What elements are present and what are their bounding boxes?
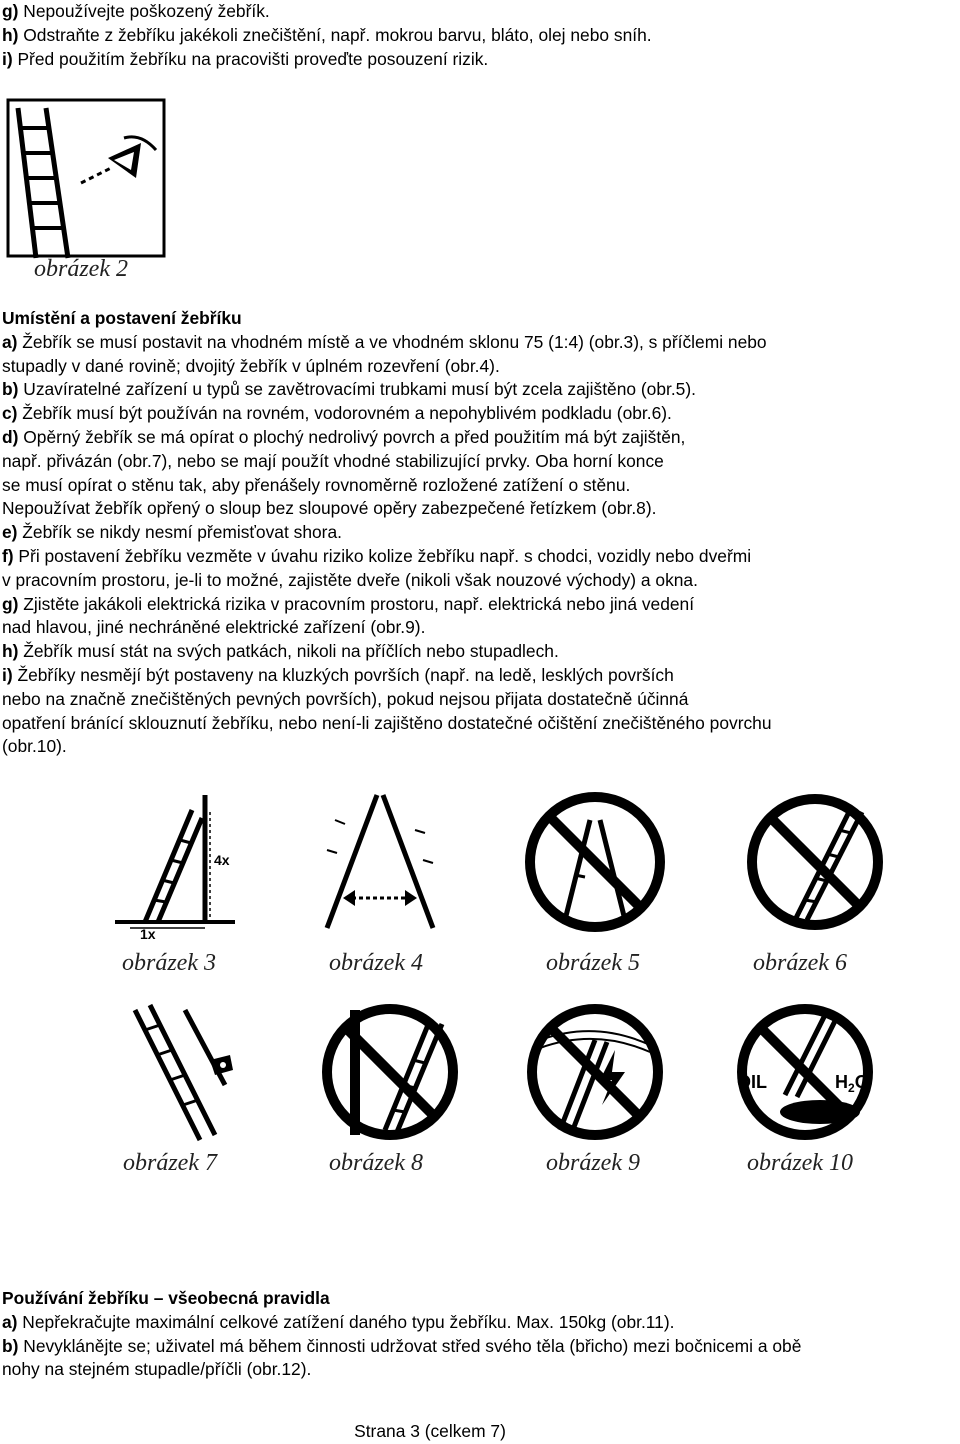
item-text: Nepřekračujte maximální celkové zatížení daného typu žebříku. Max. 150kg (obr.11). <box>17 1311 675 1332</box>
base-ratio-label: 1x <box>140 926 156 940</box>
item-text: Nepoužívejte poškozený žebřík. <box>18 1 270 21</box>
section-placement <box>2 307 957 759</box>
item-key: g) <box>2 1 19 21</box>
item-text: Žebřík se nikdy nesmí přemisťovat shora. <box>17 522 342 543</box>
figure-7 <box>115 1000 265 1176</box>
page-footer: Strana 3 (celkem 7) <box>354 1421 506 1441</box>
figure-7-caption: obrázek 7 <box>123 1150 217 1176</box>
figure-6-caption: obrázek 6 <box>753 950 847 976</box>
figure-4-caption: obrázek 4 <box>329 950 423 976</box>
item-key: i) <box>2 48 13 69</box>
figure-8 <box>315 1000 465 1176</box>
figure-6 <box>745 790 885 976</box>
list-item <box>2 426 957 450</box>
item-text: opatření bránící sklouznutí žebříku, nebo není-li zajištěno dostatečné očištění znečištěného povrchu <box>2 712 772 733</box>
figure-8-drawing <box>315 1000 465 1150</box>
figure-2 <box>6 98 166 282</box>
list-item <box>2 569 957 593</box>
list-item <box>2 1311 957 1335</box>
list-item <box>2 664 957 688</box>
list-item <box>2 497 957 521</box>
figure-9-caption: obrázek 9 <box>546 1150 640 1176</box>
item-text: (obr.10). <box>2 736 67 757</box>
figure-10 <box>725 1000 885 1176</box>
item-text: Odstraňte z žebříku jakékoli znečištění, např. mokrou barvu, bláto, olej nebo sníh. <box>18 24 652 45</box>
item-text: Opěrný žebřík se má opírat o plochý nedrolivý povrch a před použitím má být zajištěn, <box>18 426 686 447</box>
section-general-rules <box>2 1287 957 1382</box>
oil-label: OIL <box>737 1072 767 1092</box>
item-key: c) <box>2 403 18 424</box>
item-text: nad hlavou, jiné nechráněné elektrické zařízení (obr.9). <box>2 617 426 638</box>
item-text: Žebříky nesmějí být postaveny na kluzkých površích (např. na ledě, lesklých površích <box>12 664 674 685</box>
list-item <box>2 402 957 426</box>
section-title: Umístění a postavení žebříku <box>2 308 242 328</box>
item-key: h) <box>2 641 19 662</box>
item-key: a) <box>2 1311 18 1332</box>
list-item <box>2 545 957 569</box>
item-key: h) <box>2 24 19 45</box>
figure-3 <box>110 790 240 976</box>
figure-2-drawing <box>6 98 166 278</box>
figure-9-drawing <box>520 1000 670 1150</box>
figure-5 <box>520 790 670 976</box>
item-text: Žebřík musí stát na svých patkách, nikoli na příčlích nebo stupadlech. <box>18 641 559 662</box>
list-item <box>2 735 957 759</box>
item-key: g) <box>2 593 19 614</box>
list-item <box>2 474 957 498</box>
figure-4-drawing <box>315 790 445 940</box>
list-item <box>2 640 957 664</box>
item-text: nebo na značně znečištěných pevných površích), pokud nejsou přijata dostatečně účinná <box>2 688 689 709</box>
figure-3-drawing <box>110 790 240 940</box>
item-text: nohy na stejném stupadle/příčli (obr.12). <box>2 1359 312 1380</box>
list-item <box>2 355 957 379</box>
item-text: Při postavení žebříku vezměte v úvahu riziko kolize žebříku např. s chodci, vozidly nebo dveřmi <box>13 545 752 566</box>
figure-7-drawing <box>115 1000 265 1150</box>
item-key: a) <box>2 331 18 352</box>
figure-5-drawing <box>520 790 670 940</box>
figure-2-caption: obrázek 2 <box>34 256 128 282</box>
list-item <box>2 521 957 545</box>
list-item <box>2 712 957 736</box>
list-item <box>2 593 957 617</box>
list-item <box>2 1358 957 1382</box>
item-text: Žebřík se musí postavit na vhodném místě a ve vhodném sklonu 75 (1:4) (obr.3), s příčlemi nebo <box>17 331 767 352</box>
list-item <box>2 24 957 48</box>
figure-10-drawing <box>725 1000 885 1150</box>
intro-list <box>2 0 957 71</box>
item-key: e) <box>2 522 18 543</box>
item-key: i) <box>2 664 13 685</box>
item-key: b) <box>2 379 19 400</box>
item-text: Žebřík musí být používán na rovném, vodorovném a nepohyblivém podkladu (obr.6). <box>17 403 672 424</box>
figure-3-caption: obrázek 3 <box>122 950 216 976</box>
list-item <box>2 1335 957 1359</box>
list-item <box>2 616 957 640</box>
figure-5-caption: obrázek 5 <box>546 950 640 976</box>
list-item <box>2 688 957 712</box>
list-item <box>2 48 957 72</box>
item-text: se musí opírat o stěnu tak, aby přenášely rovnoměrně rozložené zatížení o stěnu. <box>2 474 631 495</box>
list-item <box>2 378 957 402</box>
figure-6-drawing <box>745 790 885 940</box>
item-text: Před použitím žebříku na pracovišti proveďte posouzení rizik. <box>12 48 489 69</box>
item-text: např. přivázán (obr.7), nebo se mají použít vhodné stabilizující prvky. Oba horní konce <box>2 450 664 471</box>
figure-4 <box>315 790 445 976</box>
list-item <box>2 450 957 474</box>
item-key: f) <box>2 545 14 566</box>
figure-8-caption: obrázek 8 <box>329 1150 423 1176</box>
height-ratio-label: 4x <box>214 852 230 868</box>
item-text: Nevykláněјte se; uživatel má během činnosti udržovat střed svého těla (břicho) mezi bočnicemi a obě <box>18 1335 802 1356</box>
section-title: Používání žebříku – všeobecná pravidla <box>2 1288 330 1308</box>
figure-10-caption: obrázek 10 <box>747 1150 853 1176</box>
item-key: d) <box>2 426 19 447</box>
item-text: Zjistěte jakákoli elektrická rizika v pracovním prostoru, např. elektrická nebo jiná vedení <box>18 593 695 614</box>
water-label: $H_2O$ <box>835 1072 869 1095</box>
item-text: Uzavíratelné zařízení u typů se zavětrovacími trubkami musí být zcela zajištěno (obr.5). <box>18 379 696 400</box>
item-text: stupadly v dané rovině; dvojitý žebřík v úplném rozevření (obr.4). <box>2 355 500 376</box>
item-text: v pracovním prostoru, je-li to možné, zajistěte dveře (nikoli však nouzové východy) a okna. <box>2 569 698 590</box>
list-item <box>2 0 957 24</box>
figure-9 <box>520 1000 670 1176</box>
item-key: b) <box>2 1335 19 1356</box>
item-text: Nepoužívat žebřík opřený o sloup bez sloupové opěry zabezpečené řetízkem (obr.8). <box>2 498 657 519</box>
list-item <box>2 331 957 355</box>
